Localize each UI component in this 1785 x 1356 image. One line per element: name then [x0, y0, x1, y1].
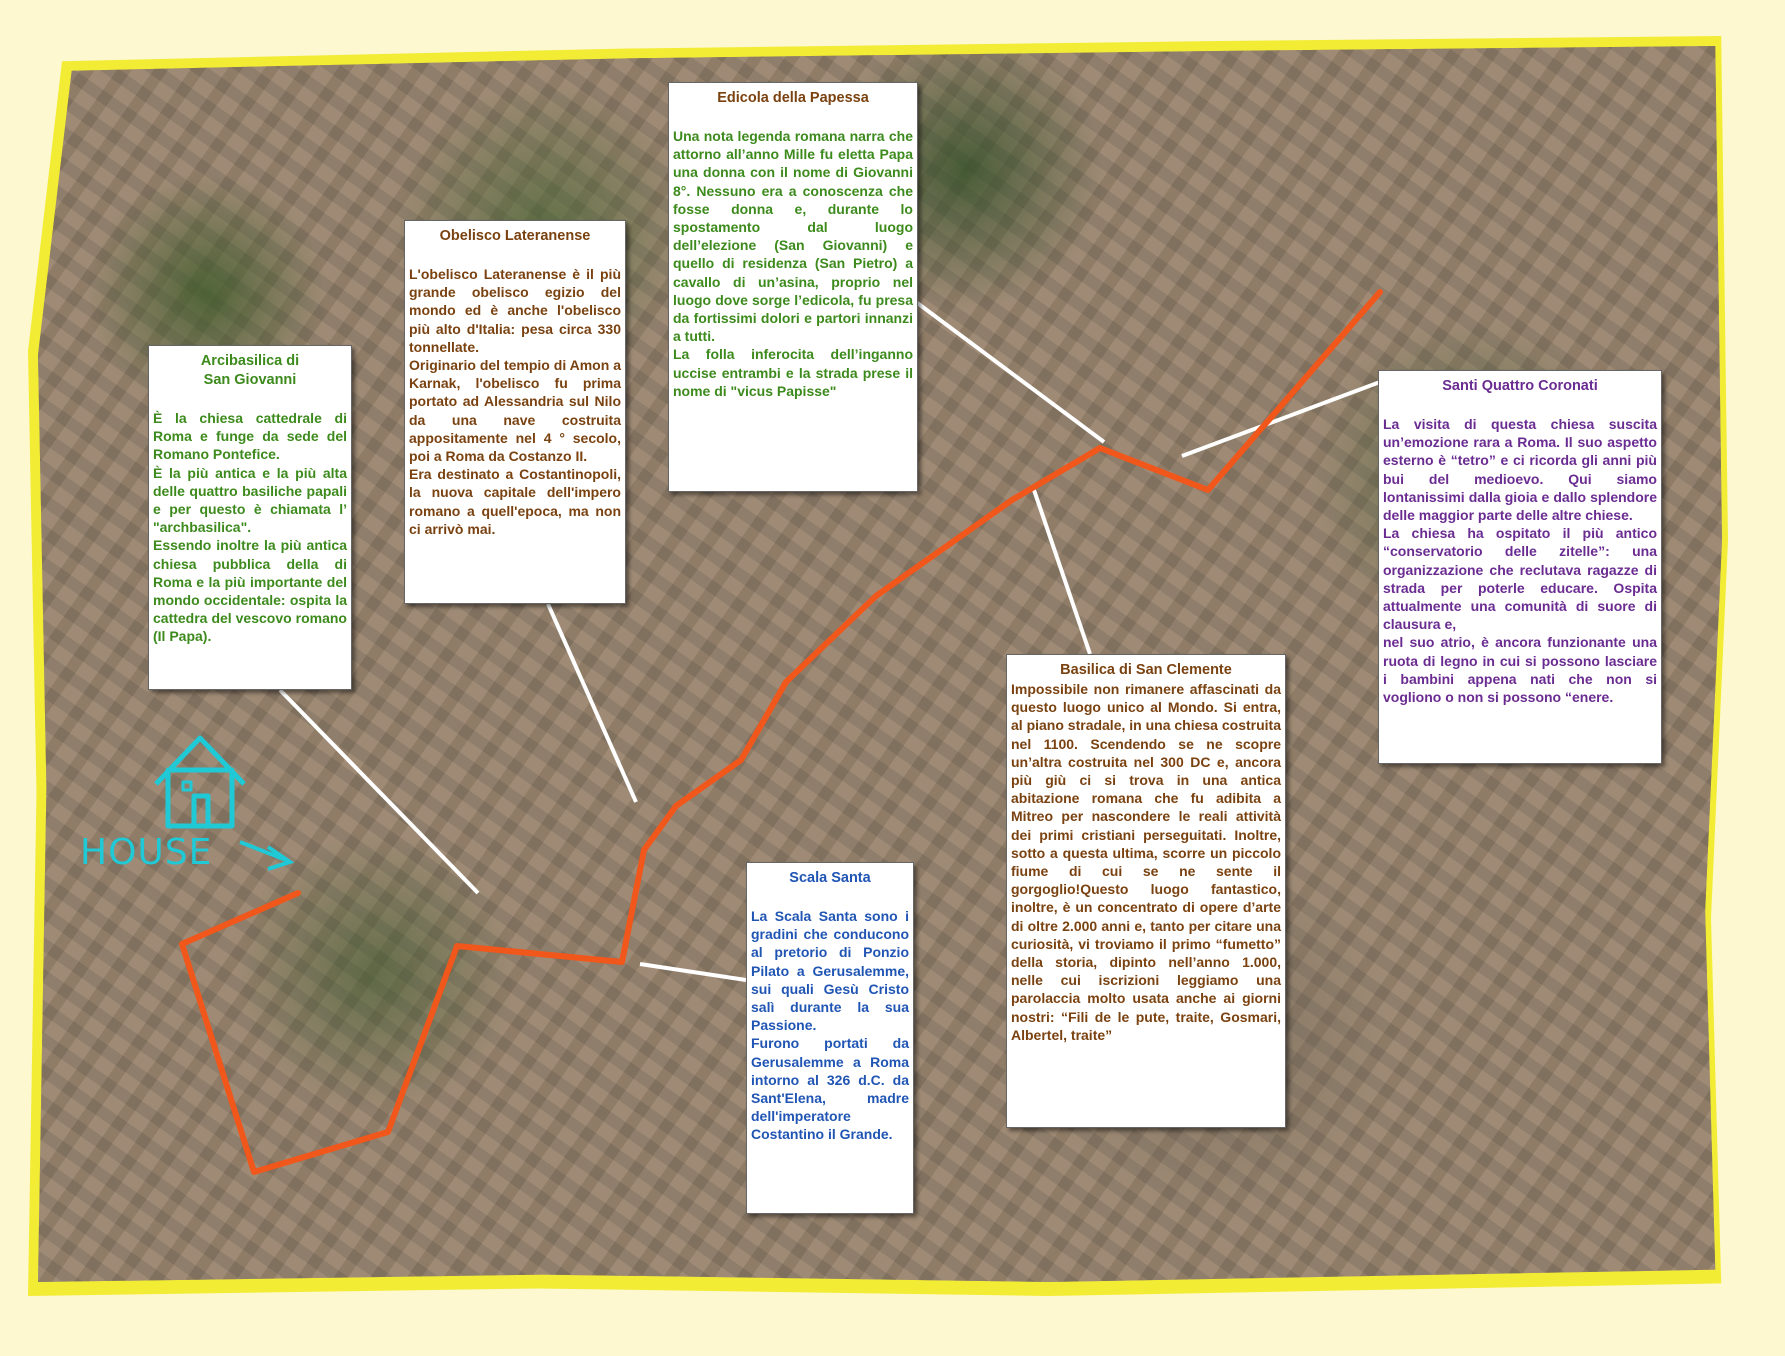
info-box-quattro-coronati [1378, 370, 1662, 764]
box-title: Scala Santa [789, 870, 871, 886]
box-paragraph-1: È la chiesa cattedrale di Roma e funge da sede del Romano Pontefice. [153, 410, 347, 463]
pointer-san-clemente [1034, 490, 1090, 654]
box-paragraph-2: La chiesa ha ospitato il più antico “conservatorio delle zitelle”: una organizzazione che reclutava ragazze di strada per poterle educare. Ospita attualmente una comunità di suore di clausura e, [1383, 525, 1657, 633]
box-title-line1: Arcibasilica di [200, 353, 300, 369]
box-paragraph-2: Originario del tempio di Amon a Karnak, l'obelisco fu prima portato ad Alessandria sul Nilo da una nave costruita appositamente nel 4 ° secolo, poi a Roma da Costanzo II. [409, 357, 621, 465]
box-title: Santi Quattro Coronati [1442, 378, 1598, 394]
info-box-obelisco [404, 220, 626, 604]
box-title: Edicola della Papessa [717, 90, 869, 106]
house-icon [156, 738, 244, 826]
box-paragraph-1: Impossibile non rimanere affascinati da questo luogo unico al Mondo. Si entra, al piano stradale, in una chiesa costruita nel 1100. Scendendo se ne scopre un’altra costruita nel 300 DC e, ancora più giù ci si trova in una antica abitazione romana che fu adibita a Mitreo per nascondere le reali attività dei primi cristiani perseguitati. Inoltre, sotto a questa ultima, scorre un piccolo fiume di cui se ne sente il gorgoglio!Questo luogo fantastico, inoltre, è un concentrato di opere d’arte di oltre 2.000 anni e, tanto per citare una curiosità, vi troviamo il primo “fumetto” della storia, dipinto nell’anno 1.000, nelle cui iscrizioni leggiamo una parolaccia molto usata anche ai giorni nostri: “Fili de le pute, traite, Gosmari, Albertel, traite” [1011, 681, 1281, 1043]
pointer-quattro-coronati [1182, 382, 1380, 456]
box-title: Obelisco Lateranense [439, 228, 591, 244]
box-paragraph-3: nel suo atrio, è ancora funzionante una ruota di legno in cui si possono lasciare i bambini appena nati che non si vogliono o non si possono “enere. [1383, 634, 1657, 706]
box-paragraph-3: Era destinato a Costantinopoli, la nuova capitale dell'impero romano a quell'epoca, ma non ci arrivò mai. [409, 466, 621, 537]
pointer-obelisco [548, 604, 636, 802]
box-paragraph-1: La Scala Santa sono i gradini che conducono al pretorio di Ponzio Pilato a Gerusalemme, sui quali Gesù Cristo salì durante la sua Passione. [751, 908, 909, 1034]
house-label: HOUSE [80, 832, 213, 873]
pointer-san-giovanni [280, 690, 478, 893]
info-box-san-clemente [1006, 654, 1286, 1128]
arrow-icon [240, 842, 290, 869]
box-paragraph-3: Essendo inoltre la più antica chiesa pubblica della di Roma e la più importante del mondo occidentale: ospita la cattedra del vescovo romano (Il Papa). [153, 537, 347, 645]
box-paragraph-1: Una nota legenda romana narra che attorno all’anno Mille fu eletta Papa una donna con il nome di Giovanni 8°. Nessuno era a conoscenza che fosse donna e, durante lo spostamento dal luogo dell’elezione (San Giovanni) e quello di residenza (San Pietro) a cavallo di un’asina, proprio nel luogo dove sorge l’edicola, fu presa da fortissimi dolori e partori innanzi a tutti. [673, 128, 913, 345]
box-paragraph-1: La visita di questa chiesa suscita un’emozione rara a Roma. Il suo aspetto esterno è “tetro” e ci ricorda gli anni più bui del medioevo. Qui siamo lontanissimi dalla gioia e dallo splendore delle maggior parte delle altre chiese. [1383, 416, 1657, 524]
box-paragraph-2: La folla inferocita dell’inganno uccise entrambi e la strada prese il nome di "vicus Papisse" [673, 346, 913, 399]
pointer-papessa [916, 302, 1104, 442]
box-paragraph-1: L'obelisco Lateranense è il più grande obelisco egizio del mondo ed è anche l'obelisco più alto d'Italia: pesa circa 330 tonnellate. [409, 266, 621, 355]
info-box-papessa [668, 82, 918, 492]
box-title: Basilica di San Clemente [1060, 662, 1232, 678]
box-paragraph-2: È la più antica e la più alta delle quattro basiliche papali e per questo è chiamata l’ "archbasilica". [153, 464, 347, 536]
box-paragraph-2: Furono portati da Gerusalemme a Roma intorno al 326 d.C. da Sant'Elena, madre dell'imperatore Costantino il Grande. [751, 1035, 909, 1143]
info-box-scala-santa [746, 862, 914, 1214]
info-box-san-giovanni [148, 345, 352, 690]
pointer-scala-santa [640, 964, 746, 980]
box-title-line2: San Giovanni [203, 372, 297, 388]
